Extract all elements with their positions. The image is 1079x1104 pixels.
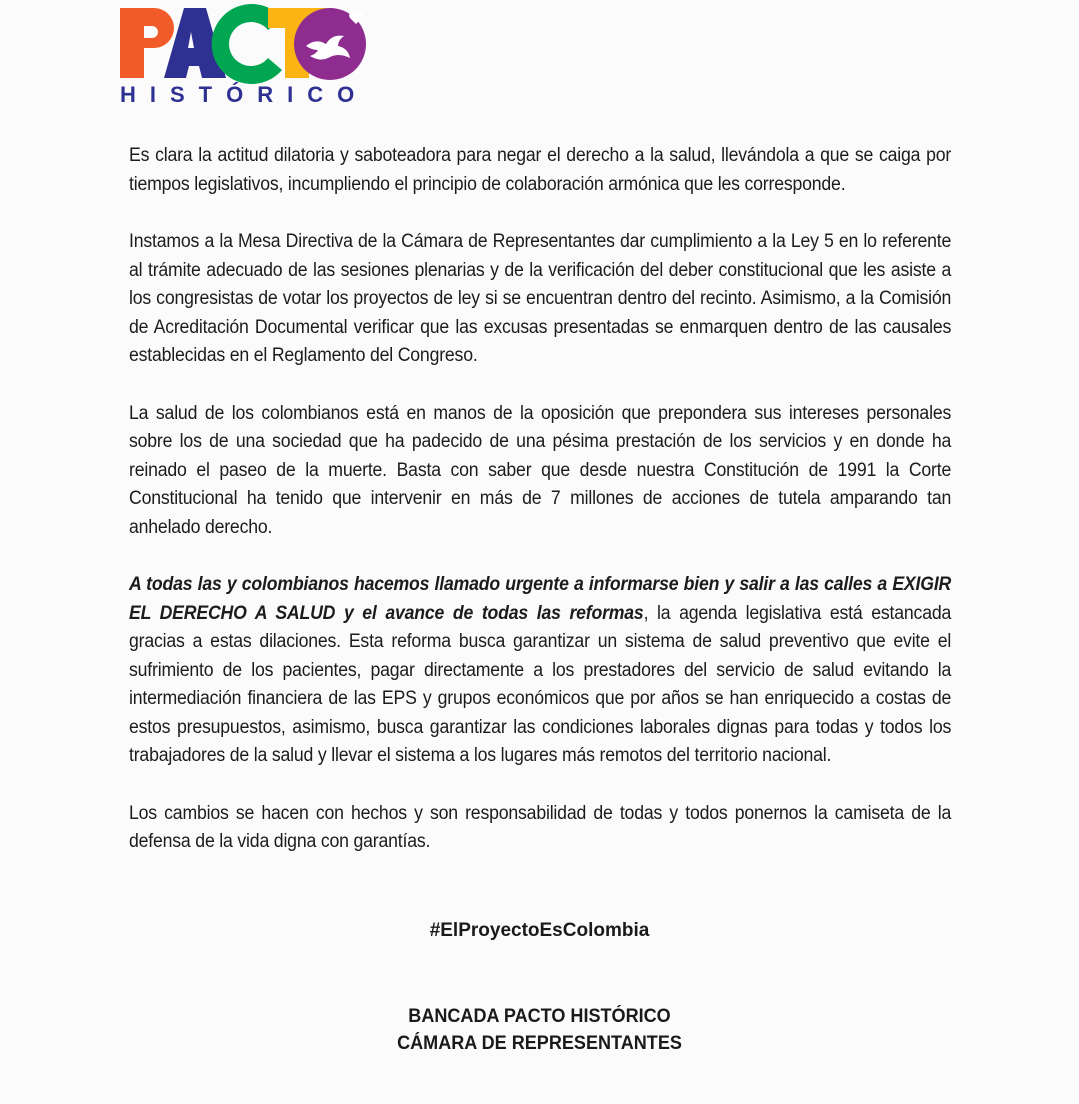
svg-text:HISTÓRICO: HISTÓRICO <box>120 82 368 106</box>
paragraph-4-emphasis: A todas las y colombianos hacemos llamado urgente a informarse bien y salir a las calles a EXIGIR EL DERECHO A SALUD y el avance de todas las reformas <box>129 574 952 624</box>
paragraph-2: Instamos a la Mesa Directiva de la Cámara de Representantes dar cumplimiento a la Ley 5 en lo referente al trámite adecuado de las sesiones plenarias y de la verificación del deber constitucional que les asiste a los congresistas de votar los proyectos de ley si se encuentran dentro del recinto. Asimismo, a la Comisión de Acreditación Documental verificar que las excusas presentadas se enmarquen dentro de las causales establecidas en el Reglamento del Congreso. <box>129 231 952 366</box>
signature-line-2: CÁMARA DE REPRESENTANTES <box>397 1033 682 1054</box>
paragraph-5: Los cambios se hacen con hechos y son responsabilidad de todas y todos ponernos la camiseta de la defensa de la vida digna con garantías. <box>129 802 952 852</box>
document-body <box>129 142 951 857</box>
pacto-historico-logo <box>118 4 368 106</box>
signature-block <box>0 1003 1079 1057</box>
paragraph-3: La salud de los colombianos está en manos de la oposición que prepondera sus intereses personales sobre los de una sociedad que ha padecido de una pésima prestación de los servicios y en donde ha reinado el paseo de la muerte. Basta con saber que desde nuestra Constitución de 1991 la Corte Constitucional ha tenido que intervenir en más de 7 millones de acciones de tutela amparando tan anhelado derecho. <box>129 402 952 538</box>
paragraph-4 <box>129 571 951 771</box>
paragraph-4-text: , la agenda legislativa está estancada gracias a estas dilaciones. Esta reforma busca garantizar un sistema de salud preventivo que evite el sufrimiento de los pacientes, pagar directamente a los prestadores del servicio de salud evitando la intermediación financiera de las EPS y grupos económicos que por años se han enriquecido a costas de estos presupuestos, asimismo, busca garantizar las condiciones laborales dignas para todas y todos los trabajadores de la salud y llevar el sistema a los lugares más remotos del territorio nacional. <box>129 602 952 766</box>
hashtag: #ElProyectoEsColombia <box>429 920 650 941</box>
paragraph-1: Es clara la actitud dilatoria y saboteadora para negar el derecho a la salud, llevándola a que se caiga por tiempos legislativos, incumpliendo el principio de colaboración armónica que les corresponde. <box>129 145 952 195</box>
signature-line-1: BANCADA PACTO HISTÓRICO <box>408 1006 671 1027</box>
